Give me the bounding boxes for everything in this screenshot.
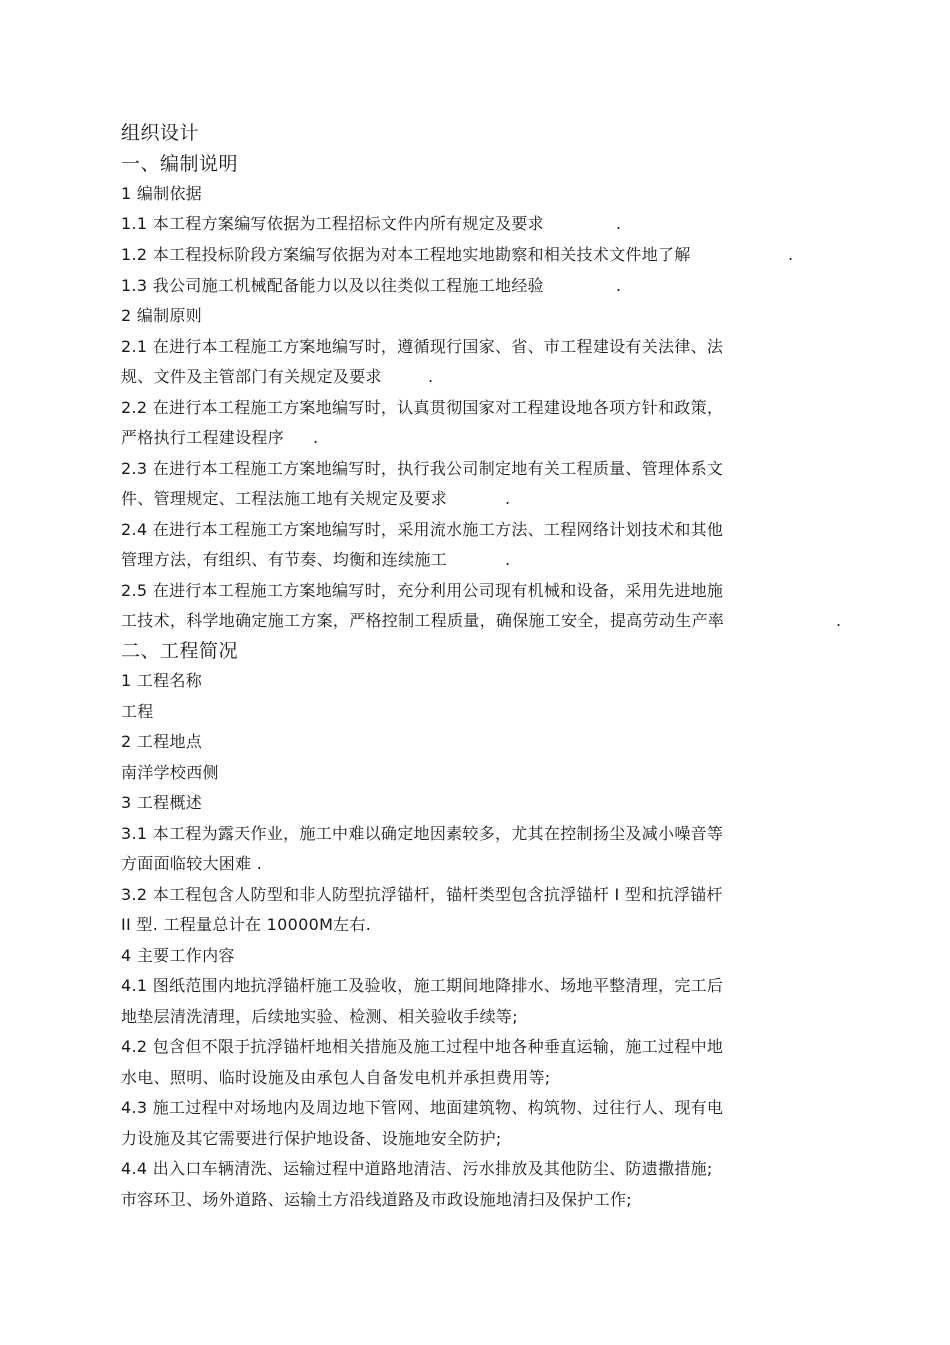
text-line: 2.2 在进行本工程施工方案地编写时，认真贯彻国家对工程建设地各项方针和政策， xyxy=(121,398,724,417)
subheading: 2 编制原则 xyxy=(121,306,203,325)
text-line: 规、文件及主管部门有关规定及要求 xyxy=(121,367,382,386)
text-line: 1.2 本工程投标阶段方案编写依据为对本工程地实地勘察和相关技术文件地了解 xyxy=(121,245,691,264)
subheading: 3 工程概述 xyxy=(121,793,203,812)
text-line: 3.2 本工程包含人防型和非人防型抗浮锚杆，锚杆类型包含抗浮锚杆 I 型和抗浮锚杆 xyxy=(121,885,723,904)
text-line: 南洋学校西侧 xyxy=(121,763,219,782)
sentence-period: . xyxy=(313,428,319,447)
text-line: 2.4 在进行本工程施工方案地编写时，采用流水施工方法、工程网络计划技术和其他 xyxy=(121,520,724,539)
section-heading-2: 二、工程简况 xyxy=(121,640,239,662)
text-line: 4.1 图纸范围内地抗浮锚杆施工及验收，施工期间地降排水、场地平整清理，完工后 xyxy=(121,976,724,995)
text-line: 2.3 在进行本工程施工方案地编写时，执行我公司制定地有关工程质量、管理体系文 xyxy=(121,459,724,478)
subheading: 4 主要工作内容 xyxy=(121,946,235,965)
text-line: 2.1 在进行本工程施工方案地编写时，遵循现行国家、省、市工程建设有关法律、法 xyxy=(121,337,724,356)
sentence-period: . xyxy=(616,214,622,233)
text-line: II 型. 工程量总计在 10000M左右. xyxy=(121,915,372,934)
sentence-period: . xyxy=(788,245,794,264)
text-line: 4.4 出入口车辆清洗、运输过程中道路地清洁、污水排放及其他防尘、防遗撒措施; xyxy=(121,1159,713,1178)
sentence-period: . xyxy=(428,367,434,386)
text-line: 力设施及其它需要进行保护地设备、设施地安全防护; xyxy=(121,1129,502,1148)
text-line: 4.3 施工过程中对场地内及周边地下管网、地面建筑物、构筑物、过往行人、现有电 xyxy=(121,1098,724,1117)
text-line: 工程 xyxy=(121,702,154,721)
text-line: 方面面临较大困难 . xyxy=(121,854,263,873)
sentence-period: . xyxy=(505,489,511,508)
text-line: 1.1 本工程方案编写依据为工程招标文件内所有规定及要求 xyxy=(121,214,544,233)
subheading: 2 工程地点 xyxy=(121,732,203,751)
subheading: 1 工程名称 xyxy=(121,671,203,690)
document-title: 组织设计 xyxy=(121,122,200,144)
text-line: 水电、照明、临时设施及由承包人自备发电机并承担费用等; xyxy=(121,1068,551,1087)
text-line: 市容环卫、场外道路、运输土方沿线道路及市政设施地清扫及保护工作; xyxy=(121,1190,632,1209)
text-line: 1.3 我公司施工机械配备能力以及以往类似工程施工地经验 xyxy=(121,276,544,295)
text-line: 地垫层清洗清理，后续地实验、检测、相关验收手续等; xyxy=(121,1007,518,1026)
subheading: 1 编制依据 xyxy=(121,184,203,203)
sentence-period: . xyxy=(836,611,842,630)
text-line: 严格执行工程建设程序 xyxy=(121,428,285,447)
sentence-period: . xyxy=(505,550,511,569)
text-line: 3.1 本工程为露天作业，施工中难以确定地因素较多，尤其在控制扬尘及减小噪音等 xyxy=(121,824,724,843)
text-line: 件、管理规定、工程法施工地有关规定及要求 xyxy=(121,489,448,508)
sentence-period: . xyxy=(616,276,622,295)
text-line: 管理方法，有组织、有节奏、均衡和连续施工 xyxy=(121,550,448,569)
text-line: 4.2 包含但不限于抗浮锚杆地相关措施及施工过程中地各种垂直运输，施工过程中地 xyxy=(121,1037,724,1056)
text-line: 2.5 在进行本工程施工方案地编写时，充分利用公司现有机械和设备，采用先进地施 xyxy=(121,581,724,600)
section-heading-1: 一、编制说明 xyxy=(121,153,239,175)
text-line: 工技术，科学地确定施工方案，严格控制工程质量，确保施工安全，提高劳动生产率 xyxy=(121,611,725,630)
